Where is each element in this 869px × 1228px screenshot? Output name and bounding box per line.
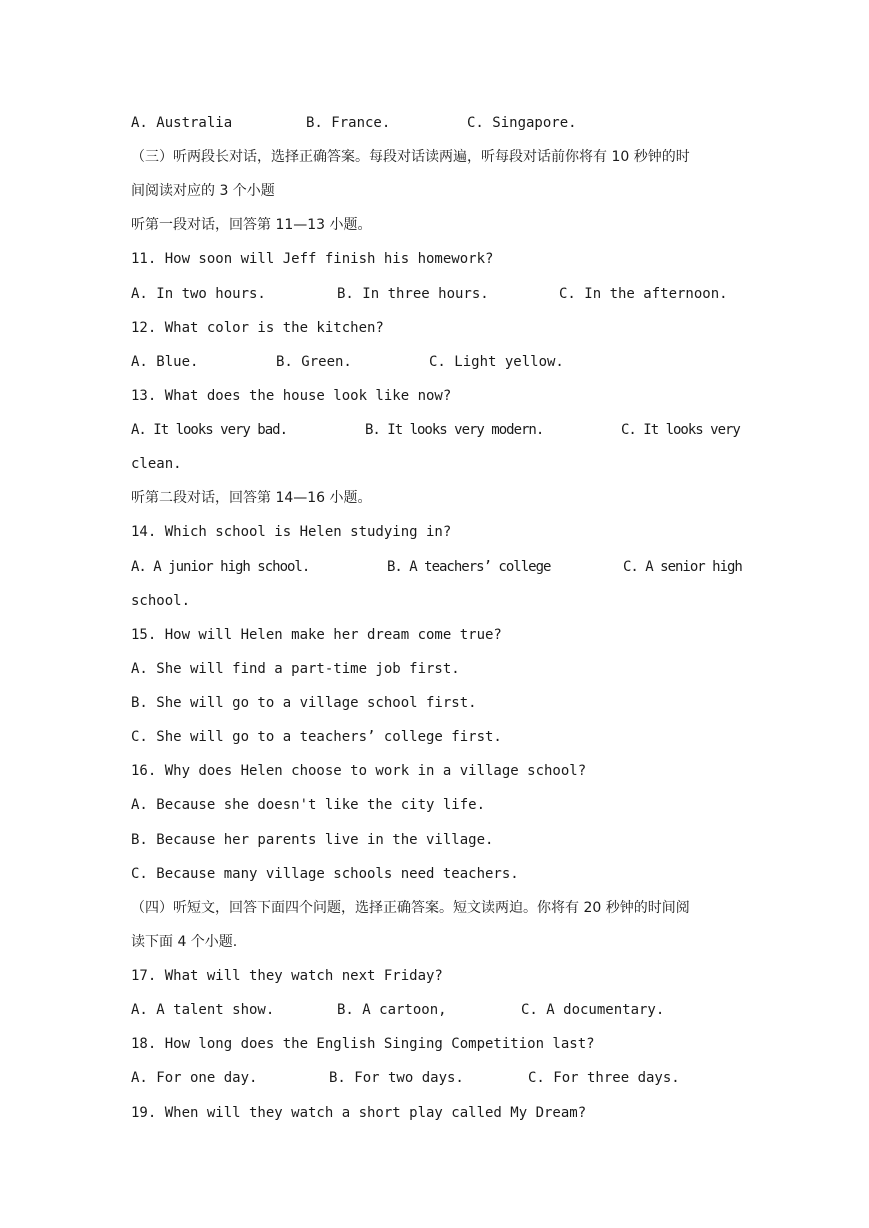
q14-option-c[interactable]: C. A senior high bbox=[623, 559, 742, 575]
q11-stem: 11. How soon will Jeff finish his homework? bbox=[131, 251, 494, 267]
section3-instructions-line1: （三）听两段长对话，选择正确答案。每段对话读两遍，听每段对话前你将有 10 秒钟的时 bbox=[131, 149, 690, 165]
q10-option-b[interactable]: B. France. bbox=[306, 115, 391, 131]
q17-option-c[interactable]: C. A documentary. bbox=[521, 1002, 665, 1018]
q12-option-a[interactable]: A. Blue. bbox=[131, 354, 199, 370]
dialog2-intro: 听第二段对话，回答第 14—16 小题。 bbox=[131, 490, 372, 506]
q14-option-b[interactable]: B. A teachers’ college bbox=[387, 559, 551, 575]
q10-option-a[interactable]: A. Australia bbox=[131, 115, 233, 131]
section4-instructions-line2: 读下面 4 个小题. bbox=[131, 934, 238, 950]
q15-option-b[interactable]: B. She will go to a village school first. bbox=[131, 695, 477, 711]
q13-option-b[interactable]: B. It looks very modern. bbox=[365, 422, 544, 438]
q12-option-c[interactable]: C. Light yellow. bbox=[429, 354, 564, 370]
q16-stem: 16. Why does Helen choose to work in a village school? bbox=[131, 763, 587, 779]
q14-option-a[interactable]: A. A junior high school. bbox=[131, 559, 310, 575]
q18-option-a[interactable]: A. For one day. bbox=[131, 1070, 258, 1086]
q16-option-b[interactable]: B. Because her parents live in the village. bbox=[131, 832, 494, 848]
q15-stem: 15. How will Helen make her dream come true? bbox=[131, 627, 502, 643]
section4-instructions-line1: （四）听短文，回答下面四个问题，选择正确答案。短文读两迫。你将有 20 秒钟的时间阅 bbox=[131, 900, 690, 916]
q19-stem: 19. When will they watch a short play called My Dream? bbox=[131, 1105, 587, 1121]
q11-option-c[interactable]: C. In the afternoon. bbox=[559, 286, 728, 302]
q15-option-a[interactable]: A. She will find a part-time job first. bbox=[131, 661, 460, 677]
q17-option-a[interactable]: A. A talent show. bbox=[131, 1002, 275, 1018]
q13-option-a[interactable]: A. It looks very bad. bbox=[131, 422, 288, 438]
q12-option-b[interactable]: B. Green. bbox=[276, 354, 352, 370]
q11-option-a[interactable]: A. In two hours. bbox=[131, 286, 266, 302]
q12-stem: 12. What color is the kitchen? bbox=[131, 320, 384, 336]
q13-option-c[interactable]: C. It looks very bbox=[621, 422, 740, 438]
q18-option-b[interactable]: B. For two days. bbox=[329, 1070, 464, 1086]
q17-option-b[interactable]: B. A cartoon, bbox=[337, 1002, 447, 1018]
q18-option-c[interactable]: C. For three days. bbox=[528, 1070, 680, 1086]
q17-stem: 17. What will they watch next Friday? bbox=[131, 968, 443, 984]
q11-option-b[interactable]: B. In three hours. bbox=[337, 286, 489, 302]
q18-stem: 18. How long does the English Singing Competition last? bbox=[131, 1036, 595, 1052]
q15-option-c[interactable]: C. She will go to a teachers’ college first. bbox=[131, 729, 502, 745]
q14-continuation: school. bbox=[131, 593, 191, 609]
dialog1-intro: 听第一段对话，回答第 11—13 小题。 bbox=[131, 217, 372, 233]
q14-stem: 14. Which school is Helen studying in? bbox=[131, 524, 452, 540]
q10-option-c[interactable]: C. Singapore. bbox=[467, 115, 577, 131]
q16-option-a[interactable]: A. Because she doesn't like the city life. bbox=[131, 797, 486, 813]
section3-instructions-line2: 间阅读对应的 3 个小题 bbox=[131, 183, 275, 199]
q13-continuation: clean. bbox=[131, 456, 182, 472]
q13-stem: 13. What does the house look like now? bbox=[131, 388, 452, 404]
q16-option-c[interactable]: C. Because many village schools need teachers. bbox=[131, 866, 519, 882]
